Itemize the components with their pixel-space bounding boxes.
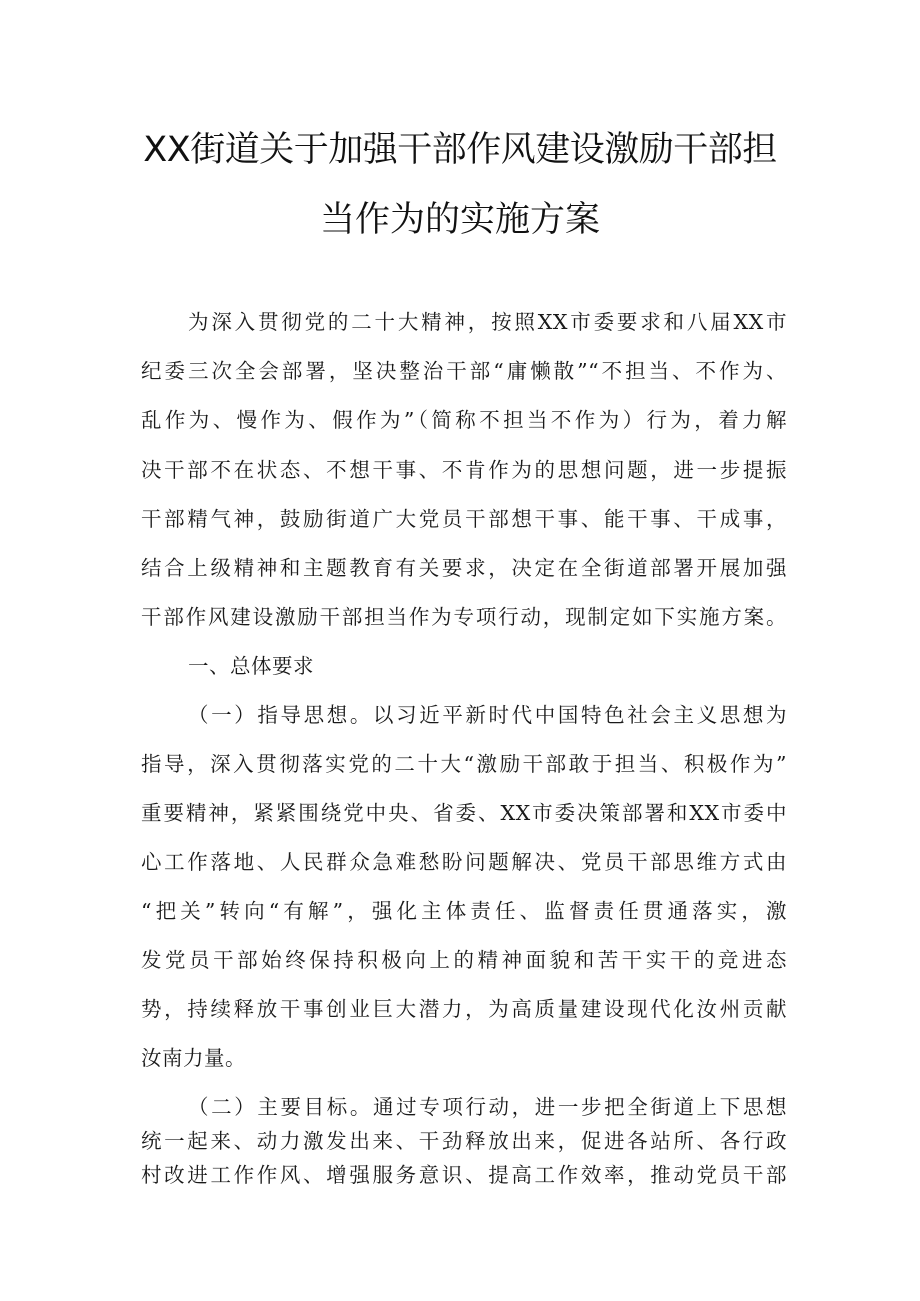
main-goals-paragraph-line: 村改进工作作风、增强服务意识、提高工作效率，推动党员干部 xyxy=(141,1163,787,1187)
document-title-line-2: 当作为的实施方案 xyxy=(319,200,600,240)
guiding-thought-paragraph-line: 指导，深入贯彻落实党的二十大“激励干部敢于担当、积极作为” xyxy=(141,752,787,776)
guiding-thought-paragraph-line: 汝南力量。 xyxy=(141,1046,246,1070)
guiding-thought-paragraph-line: （一）指导思想。以习近平新时代中国特色社会主义思想为 xyxy=(188,703,787,727)
intro-paragraph-line: 决干部不在状态、不想干事、不肯作为的思想问题，进一步提振 xyxy=(141,458,787,482)
intro-paragraph-line: 乱作为、慢作为、假作为”（简称不担当不作为）行为，着力解 xyxy=(141,408,787,432)
intro-paragraph-line: 纪委三次全会部署，坚决整治干部“庸懒散”“不担当、不作为、 xyxy=(141,359,787,383)
intro-paragraph-line: 为深入贯彻党的二十大精神，按照XX市委要求和八届XX市 xyxy=(188,310,787,334)
guiding-thought-paragraph-line: 势，持续释放干事创业巨大潜力，为高质量建设现代化汝州贡献 xyxy=(141,997,787,1021)
section-heading-general-requirements: 一、总体要求 xyxy=(188,654,314,678)
document-title-line-1: XX街道关于加强干部作风建设激励干部担 xyxy=(143,130,777,170)
main-goals-paragraph-line: （二）主要目标。通过专项行动，进一步把全街道上下思想 xyxy=(188,1095,787,1119)
guiding-thought-paragraph-line: 重要精神，紧紧围绕党中央、省委、XX市委决策部署和XX市委中 xyxy=(141,801,787,825)
intro-paragraph-line: 干部精气神，鼓励街道广大党员干部想干事、能干事、干成事， xyxy=(141,507,787,531)
guiding-thought-paragraph-line: “把关”转向“有解”，强化主体责任、监督责任贯通落实，激 xyxy=(141,899,787,923)
intro-paragraph-line: 结合上级精神和主题教育有关要求，决定在全街道部署开展加强 xyxy=(141,556,787,580)
main-goals-paragraph-line: 统一起来、动力激发出来、干劲释放出来，促进各站所、各行政 xyxy=(141,1129,787,1153)
guiding-thought-paragraph-line: 心工作落地、人民群众急难愁盼问题解决、党员干部思维方式由 xyxy=(141,850,787,874)
guiding-thought-paragraph-line: 发党员干部始终保持积极向上的精神面貌和苦干实干的竞进态 xyxy=(141,948,787,972)
intro-paragraph-line: 干部作风建设激励干部担当作为专项行动，现制定如下实施方案。 xyxy=(141,605,787,629)
